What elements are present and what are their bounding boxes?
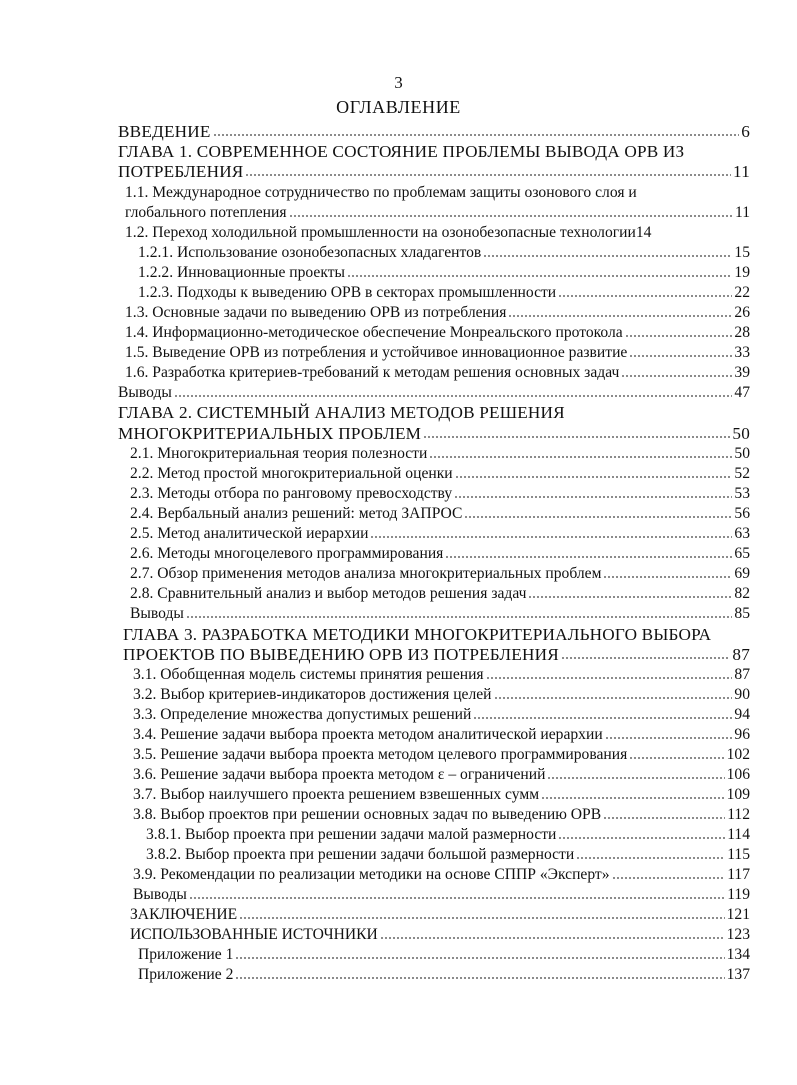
toc-entry: 3.4. Решение задачи выбора проекта методом аналитической иерархии 96	[133, 726, 750, 743]
toc-entry: 1.6. Разработка критериев-требований к методам решения основных задач 39	[125, 364, 750, 381]
toc-entry: Приложение 2 137	[138, 966, 750, 983]
toc-entry: 2.3. Методы отбора по ранговому превосходству 53	[130, 485, 750, 502]
toc-entry: 1.2. Переход холодильной промышленности на озонобезопасные технологии 14	[125, 224, 652, 241]
toc-entry: 2.8. Сравнительный анализ и выбор методов решения задач 82	[130, 585, 750, 602]
toc-entry: ПРОЕКТОВ ПО ВЫВЕДЕНИЮ ОРВ ИЗ ПОТРЕБЛЕНИЯ 87	[123, 645, 750, 664]
toc-entry: 1.1. Международное сотрудничество по проблемам защиты озонового слоя и	[125, 184, 637, 201]
toc-entry: Приложение 1 134	[138, 946, 750, 963]
toc-entry: 1.3. Основные задачи по выведению ОРВ из потребления 26	[125, 304, 750, 321]
toc-entry: Выводы 85	[130, 605, 750, 622]
toc-entry: 3.1. Обобщенная модель системы принятия решения 87	[133, 666, 750, 683]
page-number: 3	[394, 73, 403, 92]
toc-entry: 3.5. Решение задачи выбора проекта методом целевого программирования 102	[133, 746, 750, 763]
toc-entry: 1.2.3. Подходы к выведению ОРВ в секторах промышленности 22	[138, 284, 750, 301]
toc-entry: 3.8. Выбор проектов при решении основных задач по выведению ОРВ 112	[133, 806, 750, 823]
toc-entry: 2.6. Методы многоцелевого программирования 65	[130, 545, 750, 562]
toc-entry: 2.7. Обзор применения методов анализа многокритериальных проблем 69	[130, 565, 750, 582]
toc-entry: 3.9. Рекомендации по реализации методики на основе СППР «Эксперт» 117	[133, 866, 750, 883]
toc-entry: ГЛАВА 1. СОВРЕМЕННОЕ СОСТОЯНИЕ ПРОБЛЕМЫ ВЫВОДА ОРВ ИЗ	[118, 142, 685, 161]
toc-entry: 3.8.2. Выбор проекта при решении задачи большой размерности 115	[146, 846, 750, 863]
toc-entry: 1.5. Выведение ОРВ из потребления и устойчивое инновационное развитие 33	[125, 344, 750, 361]
toc-title: ОГЛАВЛЕНИЕ	[336, 97, 461, 117]
toc-entry: ЗАКЛЮЧЕНИЕ 121	[130, 906, 750, 923]
toc-entry: ГЛАВА 3. РАЗРАБОТКА МЕТОДИКИ МНОГОКРИТЕРИАЛЬНОГО ВЫБОРА	[123, 625, 712, 644]
toc-entry: 1.2.1. Использование озонобезопасных хладагентов 15	[138, 244, 750, 261]
toc-entry: 2.2. Метод простой многокритериальной оценки 52	[130, 465, 750, 482]
toc-entry: 3.2. Выбор критериев-индикаторов достижения целей 90	[133, 686, 750, 703]
toc-entry: ГЛАВА 2. СИСТЕМНЫЙ АНАЛИЗ МЕТОДОВ РЕШЕНИЯ	[118, 403, 565, 422]
toc-entry: 3.8.1. Выбор проекта при решении задачи малой размерности 114	[146, 826, 750, 843]
toc-entry: 2.5. Метод аналитической иерархии 63	[130, 525, 750, 542]
toc-entry: 2.1. Многокритериальная теория полезности 50	[130, 445, 750, 462]
toc-entry: Выводы 119	[133, 886, 750, 903]
toc-entry: ВВЕДЕНИЕ 6	[118, 122, 750, 141]
toc-entry: МНОГОКРИТЕРИАЛЬНЫХ ПРОБЛЕМ 50	[118, 424, 750, 443]
toc-entry: 3.3. Определение множества допустимых решений 94	[133, 706, 750, 723]
toc-entry: 1.2.2. Инновационные проекты 19	[138, 264, 750, 281]
toc-entry: Выводы 47	[118, 384, 750, 401]
toc-entry: 2.4. Вербальный анализ решений: метод ЗАПРОС 56	[130, 505, 750, 522]
toc-entry: 1.4. Информационно-методическое обеспечение Монреальского протокола 28	[125, 324, 750, 341]
toc-entry: глобального потепления 11	[125, 204, 750, 221]
toc-entry: ПОТРЕБЛЕНИЯ 11	[118, 162, 750, 181]
toc-entry: ИСПОЛЬЗОВАННЫЕ ИСТОЧНИКИ 123	[130, 926, 750, 943]
toc-entry: 3.7. Выбор наилучшего проекта решением взвешенных сумм 109	[133, 786, 750, 803]
toc-entry: 3.6. Решение задачи выбора проекта методом ε – ограничений 106	[133, 766, 750, 783]
